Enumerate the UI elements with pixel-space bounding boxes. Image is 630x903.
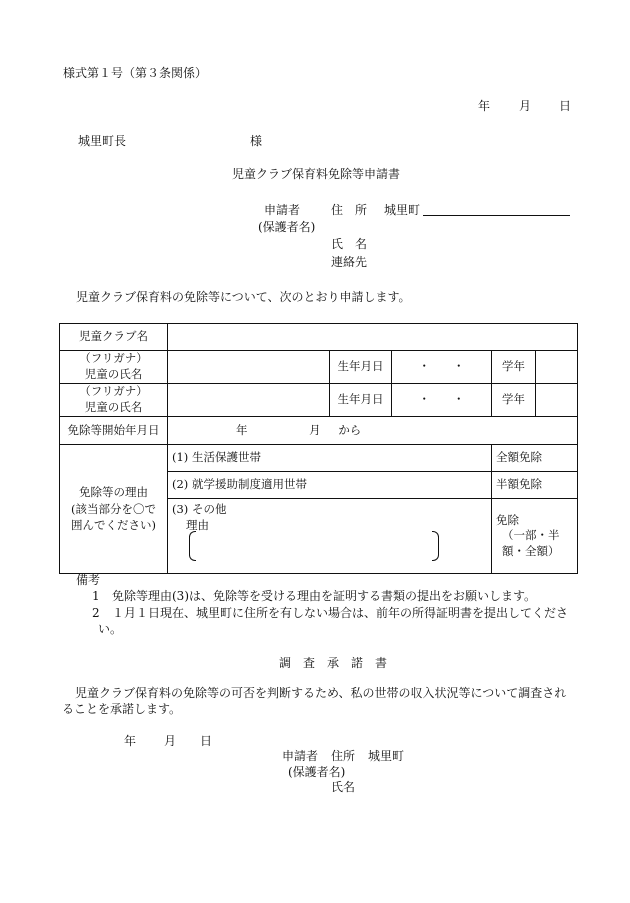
- name-label: 氏 名: [331, 237, 368, 251]
- other-reason-bracket[interactable]: [189, 531, 439, 561]
- consent-body-line1: 児童クラブ保育料の免除等の可否を判断するため、私の世帯の収入状況等について調査され: [75, 686, 567, 700]
- note-text: １月１日現在、城里町に住所を有しない場合は、前年の所得証明書を提出してくださ: [112, 606, 569, 620]
- reason-option-2[interactable]: (2) 就学援助制度適用世帯: [168, 472, 492, 499]
- grade-field[interactable]: [536, 384, 578, 417]
- child-name-label: [60, 384, 168, 417]
- reason-result-1[interactable]: 全額免除: [492, 445, 578, 472]
- start-date-label: 免除等開始年月日: [60, 417, 168, 445]
- applicant-label: 申請者: [264, 203, 301, 217]
- date-day: 日: [559, 99, 572, 113]
- note-text-continued: い。: [98, 622, 123, 636]
- contact-label: 連絡先: [331, 255, 368, 269]
- reason-result-3[interactable]: [492, 499, 578, 574]
- child-name-field[interactable]: [168, 351, 330, 384]
- note-text: 免除等理由(3)は、免除等を受ける理由を証明する書類の提出をお願いします。: [112, 589, 537, 603]
- grade-label: 学年: [492, 351, 536, 384]
- notes-label: 備考: [76, 573, 101, 587]
- address-underline[interactable]: [423, 203, 570, 221]
- birthdate-field[interactable]: ・ ・: [392, 384, 492, 417]
- birthdate-label: 生年月日: [330, 384, 392, 417]
- birthdate-field[interactable]: ・ ・: [392, 351, 492, 384]
- consent-guardian: (保護者名): [288, 765, 346, 779]
- consent-date-year: 年: [124, 734, 137, 748]
- addressee: 城里町長: [78, 134, 127, 148]
- application-statement: 児童クラブ保育料の免除等について、次のとおり申請します。: [76, 290, 411, 304]
- birthdate-label: 生年月日: [330, 351, 392, 384]
- note-number: 1: [92, 589, 100, 603]
- start-date-field[interactable]: [168, 417, 578, 445]
- reason-label-line: (該当部分を〇で: [71, 501, 156, 516]
- start-month: 月: [309, 422, 321, 437]
- reason-label-line: 免除等の理由: [79, 484, 148, 499]
- furigana-label: （フリガナ）: [79, 351, 148, 366]
- consent-address-label: 住所: [331, 749, 356, 763]
- address-label: 住 所: [331, 203, 368, 217]
- reason-label: [60, 445, 168, 574]
- child-label: 児童の氏名: [84, 400, 143, 414]
- consent-title: 調 査 承 諾 書: [279, 656, 388, 670]
- grade-label: 学年: [492, 384, 536, 417]
- consent-date-day: 日: [200, 734, 213, 748]
- note-number: 2: [92, 606, 100, 620]
- club-name-label: 児童クラブ名: [60, 324, 168, 351]
- guardian-label: (保護者名): [258, 220, 316, 234]
- date-year: 年: [478, 99, 491, 113]
- reason-option-3-label: (3) その他: [172, 502, 227, 516]
- consent-applicant-label: 申請者: [282, 749, 319, 763]
- consent-body-line2: ることを承諾します。: [62, 702, 182, 716]
- furigana-label: （フリガナ）: [79, 384, 148, 399]
- club-name-field[interactable]: [168, 324, 578, 351]
- start-year: 年: [236, 422, 248, 437]
- reason-other-label: 理由: [186, 517, 209, 532]
- address-value: 城里町: [384, 203, 421, 217]
- right-bracket: [432, 531, 439, 561]
- child-row: [60, 351, 578, 384]
- child-row: [60, 384, 578, 417]
- reason-result-2[interactable]: 半額免除: [492, 472, 578, 499]
- grade-field[interactable]: [536, 351, 578, 384]
- consent-name-label: 氏名: [331, 780, 356, 794]
- child-name-field[interactable]: [168, 384, 330, 417]
- consent-date-month: 月: [164, 734, 177, 748]
- child-name-label: [60, 351, 168, 384]
- form-number: 様式第１号（第３条関係）: [63, 66, 208, 80]
- honorific: 様: [250, 134, 263, 148]
- left-bracket: [189, 531, 196, 561]
- document-title: 児童クラブ保育料免除等申請書: [232, 167, 401, 181]
- reason-result-3-options: （一部・半額・全額）: [502, 528, 560, 558]
- reason-result-3-label: 免除: [496, 512, 519, 527]
- start-from: から: [338, 422, 362, 437]
- child-label: 児童の氏名: [84, 367, 143, 381]
- reason-label-line: 囲んでください): [71, 518, 156, 533]
- consent-address-value: 城里町: [368, 749, 405, 763]
- reason-option-1[interactable]: (1) 生活保護世帯: [168, 445, 492, 472]
- date-month: 月: [519, 99, 532, 113]
